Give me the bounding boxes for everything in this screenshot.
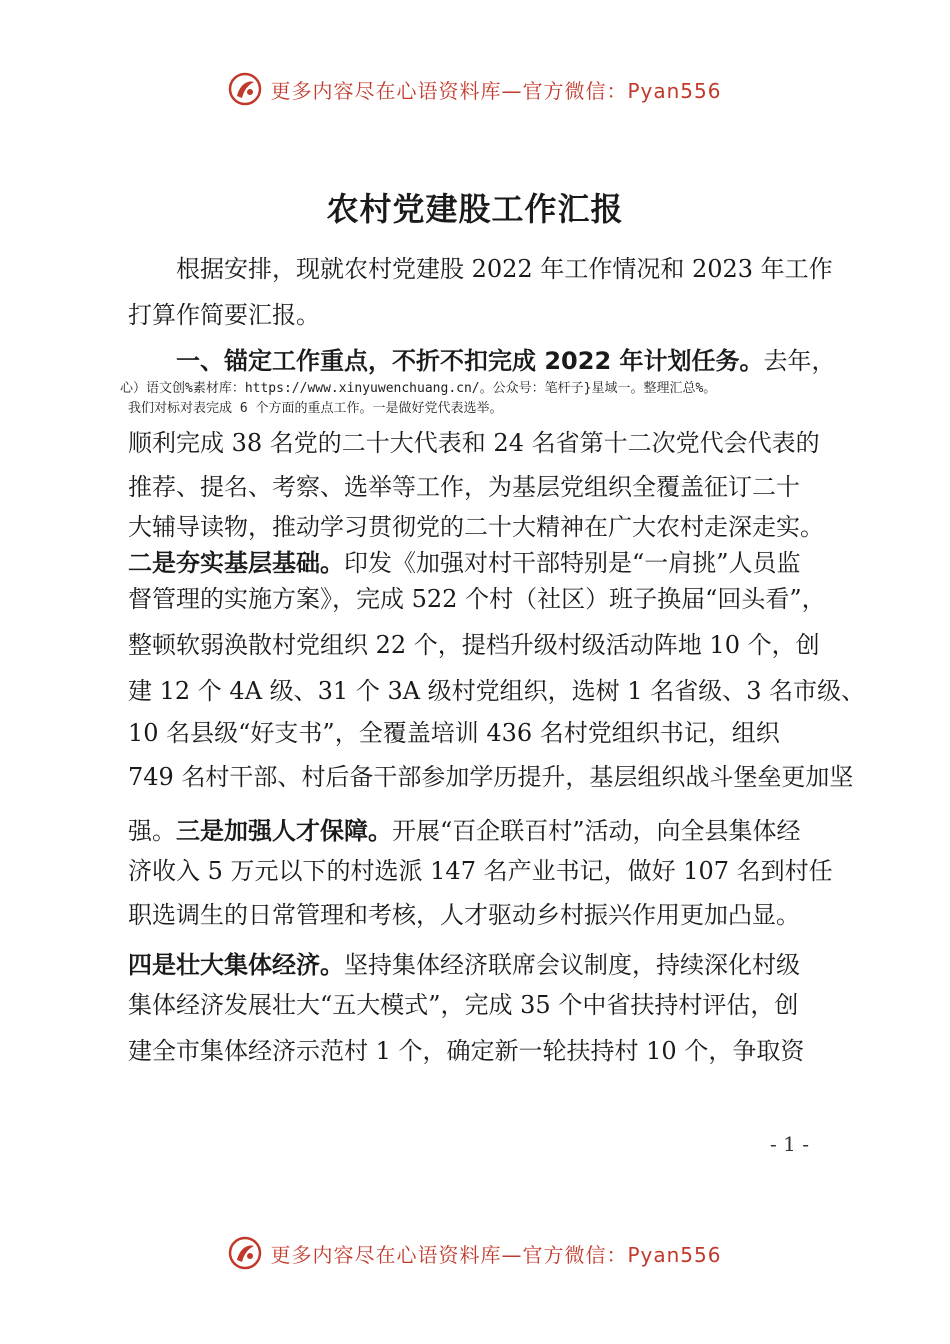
page-number: - 1 - [770,1132,809,1156]
footer-watermark [0,1236,950,1270]
section-1-heading-line [176,346,836,376]
para-2-line-5: 10 名县级“好支书”，全覆盖培训 436 名村党组织书记，组织 [128,719,780,747]
para-2-lead: 二是夯实基层基础。 [128,549,344,577]
para-3-line-1-rest: 开展“百企联百村”活动，向全县集体经 [392,817,801,845]
para-1-line-2: 推荐、提名、考察、选举等工作，为基层党组织全覆盖征订二十 [128,473,800,501]
section-1-heading-tail: 去年， [763,347,836,375]
para-4-line-3: 建全市集体经济示范村 1 个，确定新一轮扶持村 10 个，争取资 [128,1037,805,1065]
para-3-line-2: 济收入 5 万元以下的村选派 147 名产业书记，做好 107 名到村任 [128,857,833,885]
para-2-line-4: 建 12 个 4A 级、31 个 3A 级村党组织，选树 1 名省级、3 名市级、 [128,677,866,705]
para-3-lead-pre: 强。 [128,817,176,845]
para-1-line-1: 顺利完成 38 名党的二十大代表和 24 名省第十二次党代会代表的 [128,429,820,457]
para-4-line-1-rest: 坚持集体经济联席会议制度，持续深化村级 [344,951,800,979]
para-4-lead: 四是壮大集体经济。 [128,951,344,979]
insert-line-2: 我们对标对表完成 6 个方面的重点工作。一是做好党代表选举。 [128,401,503,416]
para-1-line-3: 大辅导读物，推动学习贯彻党的二十大精神在广大农村走深走实。 [128,513,824,541]
para-2-line-1 [128,548,801,578]
logo-icon [228,72,262,106]
para-3-line-1 [128,816,801,846]
logo-icon [228,1236,262,1270]
para-2-line-6: 749 名村干部、村后备干部参加学历提升，基层组织战斗堡垒更加坚 [128,763,854,791]
para-2-line-2: 督管理的实施方案》，完成 522 个村（社区）班子换届“回头看”， [128,585,826,613]
para-3-line-3: 职选调生的日常管理和考核，人才驱动乡村振兴作用更加凸显。 [128,901,800,929]
watermark-text: 更多内容尽在心语资料库—官方微信：Pyan556 [270,1242,722,1267]
header-watermark [0,72,950,106]
para-2-line-3: 整顿软弱涣散村党组织 22 个，提档升级村级活动阵地 10 个，创 [128,631,820,659]
watermark-text: 更多内容尽在心语资料库—官方微信：Pyan556 [270,78,722,103]
para-2-line-1-rest: 印发《加强对村干部特别是“一肩挑”人员监 [344,549,801,577]
para-3-lead: 三是加强人才保障。 [176,817,392,845]
para-4-line-2: 集体经济发展壮大“五大模式”，完成 35 个中省扶持村评估，创 [128,991,799,1019]
section-1-heading: 一、锚定工作重点，不折不扣完成 2022 年计划任务。 [176,347,764,375]
intro-line-2: 打算作简要汇报。 [128,301,320,329]
insert-line-1: 心）语文创%素材库：https://www.xinyuwenchuang.cn/。公众号：笔杆子}星域一。整理汇总%。 [120,381,717,396]
para-4-line-1 [128,950,800,980]
intro-line-1: 根据安排，现就农村党建股 2022 年工作情况和 2023 年工作 [176,255,833,283]
document-title: 农村党建股工作汇报 [326,190,624,228]
